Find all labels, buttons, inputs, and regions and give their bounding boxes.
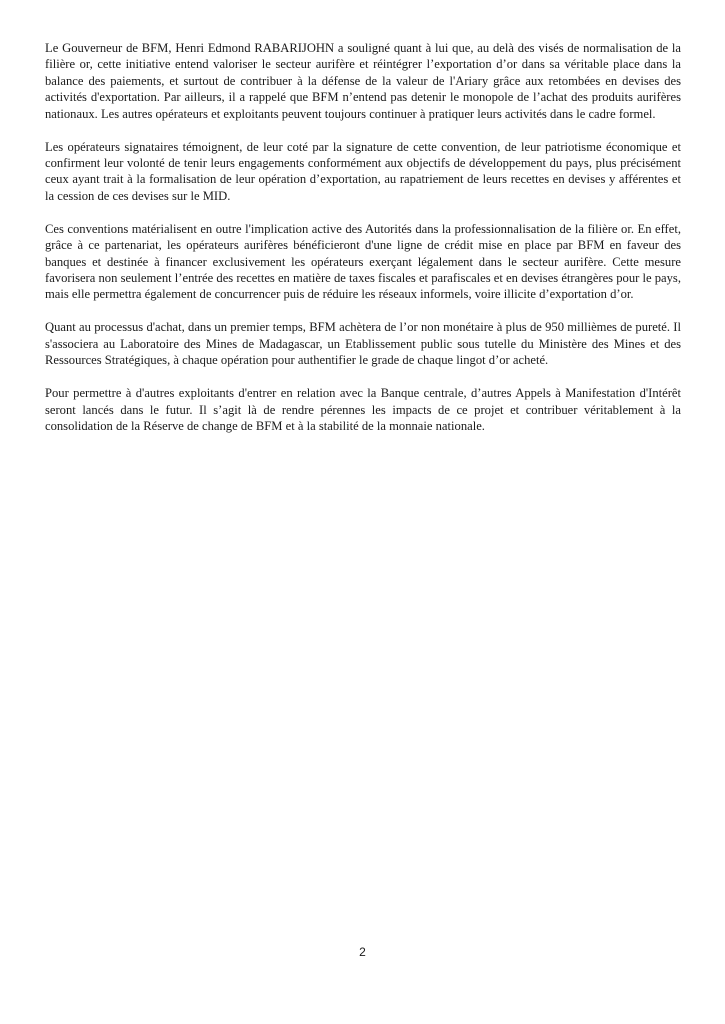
paragraph-governor-statement: Le Gouverneur de BFM, Henri Edmond RABARIJOHN a souligné quant à lui que, au delà des visés de normalisation de la filière or, cette initiative entend valoriser le secteur aurifère et réintégrer l’exportation d’or dans sa véritable place dans la balance des paiements, et surtout de contribuer à la défense de la valeur de l'Ariary grâce aux retombées en devises des activités d'exportation. Par ailleurs, il a rappelé que BFM n’entend pas detenir le monopole de l’achat des produits aurifères nationaux. Les autres opérateurs et exploitants peuvent toujours continuer à pratiquer leurs activités dans le cadre formel.	[45, 41, 681, 121]
paragraph-future-calls: Pour permettre à d'autres exploitants d'entrer en relation avec la Banque centrale, d’autres Appels à Manifestation d'Intérêt seront lancés dans le futur. Il s’agit là de rendre pérennes les impacts de ce projet et contribuer véritablement à la consolidation de la Réserve de change de BFM et à la stabilité de la monnaie nationale.	[45, 386, 681, 434]
page-number: 2	[359, 945, 366, 959]
paragraph-signatory-operators: Les opérateurs signataires témoignent, de leur coté par la signature de cette convention, de leur patriotisme économique et confirment leur volonté de tenir leurs engagements conformément aux objectifs de développement du pays, plus précisément ceux ayant trait à la formalisation de leur opération d’exportation, au rapatriement de leurs recettes en devises y afférentes et la cession de ces devises sur le MID.	[45, 139, 681, 203]
paragraph-purchase-process: Quant au processus d'achat, dans un premier temps, BFM achètera de l’or non monétaire à plus de 950 millièmes de pureté. Il s'associera au Laboratoire des Mines de Madagascar, un Etablissement public sous tutelle du Ministère des Mines et des Ressources Stratégiques, à chaque opération pour authentifier le grade de chaque lingot d’or acheté.	[45, 320, 681, 368]
paragraph-conventions: Ces conventions matérialisent en outre l'implication active des Autorités dans la professionnalisation de la filière or. En effet, grâce à ce partenariat, les opérateurs aurifères bénéficieront d'une ligne de crédit mise en place par BFM en faveur des banques et destinée à financer exclusivement les opérateurs exerçant légalement dans le secteur aurifère. Cette mesure favorisera non seulement l’entrée des recettes en matière de taxes fiscales et parafiscales et en devises étrangères pour le pays, mais elle permettra également de concurrencer puis de réduire les réseaux informels, voire illicite d’exportation d’or.	[45, 221, 681, 302]
document-body	[45, 40, 681, 451]
